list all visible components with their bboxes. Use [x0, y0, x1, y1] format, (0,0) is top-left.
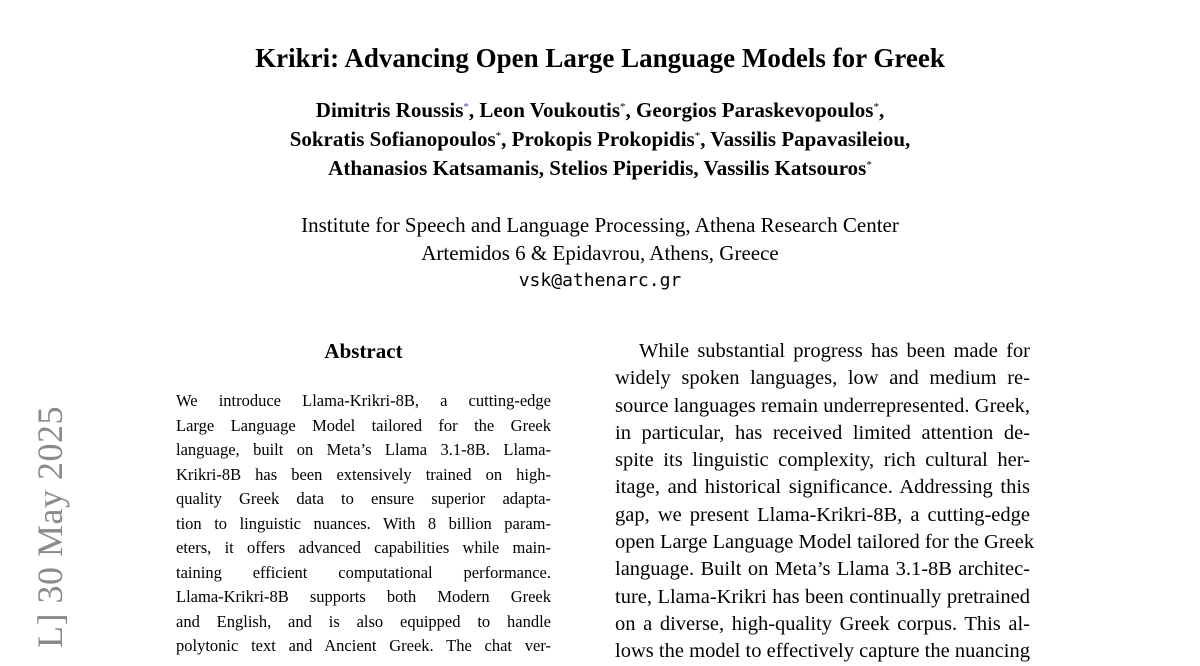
text-line: language. Built on Meta’s Llama 3.1-8B architec- [615, 558, 1030, 581]
text-line: ture, Llama-Krikri has been continually pretrained [615, 585, 1030, 608]
author-name: Georgios Paraskevopoulos [636, 98, 874, 122]
author-name: Dimitris Roussis [315, 98, 464, 122]
author-line-3: Athanasios Katsamanis, Stelios Piperidis, Vassilis Katsouros* [328, 156, 872, 180]
text-line: language, built on Meta’s Llama 3.1-8B. Llama- [176, 440, 551, 459]
affiliation-block [0, 211, 1200, 295]
abstract-heading: Abstract [324, 339, 403, 363]
equal-contribution-mark: * [866, 159, 872, 171]
equal-contribution-mark: * [463, 101, 469, 113]
affiliation-address: Artemidos 6 & Epidavrou, Athens, Greece [421, 241, 779, 265]
equal-contribution-mark: * [694, 130, 701, 142]
text-line: Llama-Krikri-8B supports both Modern Greek [176, 587, 551, 606]
text-line: in particular, has received limited attention de- [615, 421, 1030, 444]
text-line: eters, it offers advanced capabilities while main- [176, 538, 551, 557]
author-name: Prokopis Prokopidis [511, 127, 695, 151]
text-line: polytonic text and Ancient Greek. The chat ver- [176, 636, 551, 655]
text-line: gap, we present Llama-Krikri-8B, a cutting-edge [615, 503, 1030, 526]
text-line: source languages remain underrepresented. Greek, [615, 394, 1030, 417]
equal-contribution-mark: * [873, 101, 879, 113]
author-name: Vassilis Katsouros [703, 156, 867, 180]
arxiv-stamp: L] 30 May 2025 [30, 406, 70, 648]
text-line: Krikri-8B has been extensively trained on high- [176, 464, 551, 484]
introduction-text [615, 338, 1035, 666]
author-name: Athanasios Katsamanis [328, 156, 539, 180]
author-name: Leon Voukoutis [479, 98, 621, 122]
author-line-1: Dimitris Roussis*, Leon Voukoutis*, Georgios Paraskevopoulos*, [315, 98, 885, 122]
equal-contribution-mark: * [620, 101, 626, 113]
author-name: Vassilis Papavasileiou [710, 127, 906, 151]
text-line: While substantial progress has been made for [639, 340, 1030, 362]
text-line: open Large Language Model tailored for the Greek [615, 531, 1035, 554]
affiliation-institute: Institute for Speech and Language Processing, Athena Research Center [301, 213, 899, 237]
contact-email: vsk@athenarc.gr [518, 270, 682, 291]
text-line: Large Language Model tailored for the Greek [176, 415, 551, 435]
text-line: widely spoken languages, low and medium re- [615, 367, 1030, 390]
text-line: tion to linguistic nuances. With 8 billion param- [176, 513, 551, 533]
author-list [0, 96, 1200, 183]
text-line: taining efficient computational performance. [176, 562, 551, 582]
text-line: itage, and historical significance. Addressing this [615, 476, 1030, 499]
abstract-text [176, 389, 551, 659]
text-line: We introduce Llama-Krikri-8B, a cutting-edge [176, 391, 551, 410]
text-line: on a diverse, high-quality Greek corpus. This al- [615, 612, 1030, 635]
author-name: Stelios Piperidis [549, 156, 694, 180]
author-line-2: Sokratis Sofianopoulos*, Prokopis Prokopidis*, Vassilis Papavasileiou, [289, 127, 911, 151]
paper-title: Krikri: Advancing Open Large Language Models for Greek [255, 43, 945, 73]
text-line: quality Greek data to ensure superior adapta- [176, 489, 551, 508]
text-line: spite its linguistic complexity, rich cultural her- [615, 449, 1030, 472]
text-line: and English, and is also equipped to handle [176, 611, 551, 631]
equal-contribution-mark: * [495, 130, 502, 142]
author-name: Sokratis Sofianopoulos [289, 127, 496, 151]
text-line: lows the model to effectively capture the nuancing [615, 640, 1030, 663]
